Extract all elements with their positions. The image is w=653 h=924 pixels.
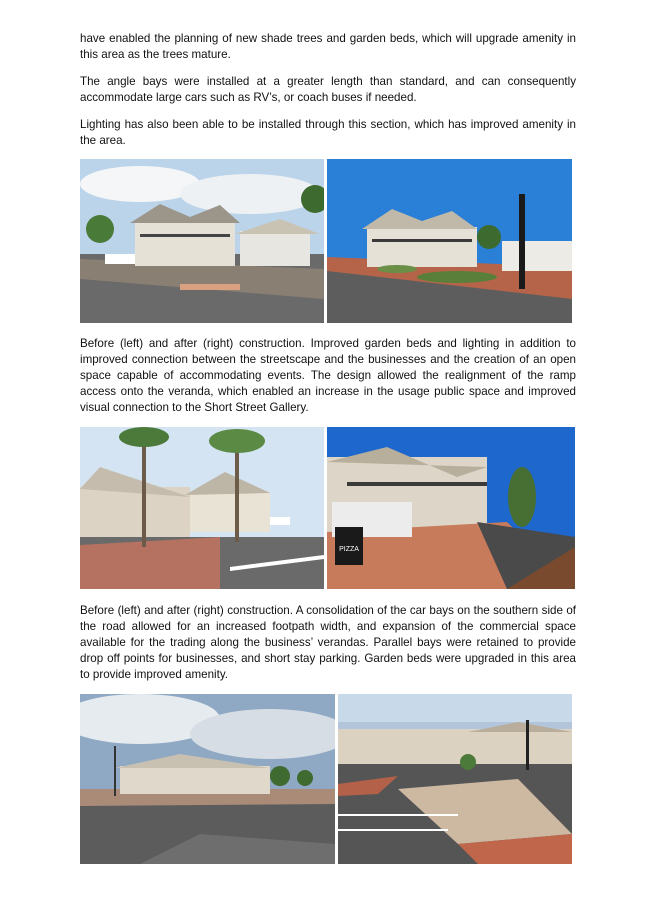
- pizza-sign-text: PIZZA: [339, 546, 359, 553]
- caption-paragraph-2: Before (left) and after (right) construction. A consolidation of the car bays on the southern side of the road allowed for an increased footpath width, and expansion of the commercial space available for the trading along the business’ verandas. Parallel bays were retained to provide drop off points for businesses, and short stay parking. Garden beds were upgraded in this area to provide improved amenity.: [80, 604, 576, 681]
- after-streetscape-photo-1: [327, 159, 572, 323]
- body-paragraph-1: have enabled the planning of new shade trees and garden beds, which will upgrade amenity in this area as the trees mature.: [80, 32, 576, 61]
- after-streetscape-photo-2: [327, 427, 575, 589]
- before-streetscape-photo-2: [80, 427, 324, 589]
- caption-paragraph-1: Before (left) and after (right) construction. Improved garden beds and lighting in addition to improved connection between the streetscape and the businesses and the creation of an open space capable of accommodating events. The design allowed the realignment of the ramp access onto the veranda, which enabled an increase in the usage public space and improved visual connection to the Short Street Gallery.: [80, 337, 576, 414]
- before-streetscape-photo-1: [80, 159, 324, 323]
- after-streetscape-photo-3: [338, 694, 572, 864]
- body-paragraph-3: Lighting has also been able to be installed through this section, which has improved amenity in the area.: [80, 118, 576, 147]
- before-streetscape-photo-3: [80, 694, 335, 864]
- body-paragraph-2: The angle bays were installed at a greater length than standard, and can consequently accommodate large cars such as RV’s, or coach buses if needed.: [80, 75, 576, 104]
